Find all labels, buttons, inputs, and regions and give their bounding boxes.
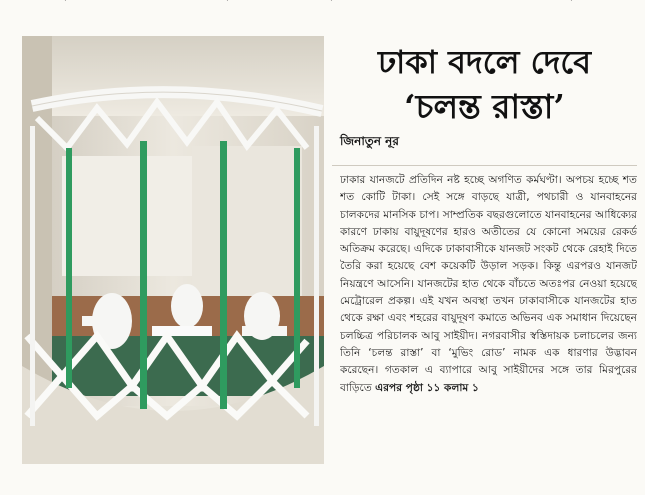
article-body-text: ঢাকার যানজটে প্রতিদিন নষ্ট হচ্ছে অগণিত কর্মঘণ্টা। অপচয় হচ্ছে শত শত কোটি টাকা। সেই সঙ্গে বাড়ছে যাত্রী, পথচারী ও যানবাহনের চালকদের মানসিক চাপ। সাম্প্রতিক বছরগুলোতে যানবাহনের আধিক্যের কারণে ঢাকায় বায়ুদূষণের হারও অতীতের যে কোনো সময়ের রেকর্ড অতিক্রম করেছে। এদিকে ঢাকাবাসীকে যানজট সংকট থেকে রেহাই দিতে তৈরি করা হয়েছে বেশ কয়েকটি উড়াল সড়ক। কিন্তু এরপরও যানজট নিয়ন্ত্রণে আসেনি। যানজটের হাত থেকে বাঁচতে অতঃপর নেওয়া হয়েছে মেট্রোরেল প্রকল্প। এই যখন অবস্থা তখন ঢাকাবাসীকে যানজটের হাত থেকে রক্ষা এবং শহরের বায়ুদূষণ কমাতে অভিনব এক সমাধান দিয়েছেন চলচ্চিত্র পরিচালক আবু সাইয়ীদ। নগরবাসীর স্বস্তিদায়ক চলাচলের জন্য তিনি ‘চলন্ত রাস্তা’ বা ‘মুভিং রোড’ নামক এক ধারণার উদ্ভাবন করেছেন। গতকাল এ ব্যাপারে আবু সাইয়ীদের সঙ্গে তার মিরপুরের বাড়িতে — [340, 174, 637, 394]
divider — [332, 165, 637, 166]
headline — [332, 40, 637, 130]
photo-illustration — [22, 36, 324, 464]
article-photo — [22, 36, 324, 464]
cropped-top-strip: · · · · — [64, 0, 573, 6]
continuation-note: এরপর পৃষ্ঠা ১১ কলাম ১ — [375, 381, 479, 394]
article-body — [340, 172, 637, 472]
byline: জিনাতুন নূর — [340, 134, 399, 148]
headline-line-1: ঢাকা বদলে দেবে — [377, 43, 592, 81]
headline-line-2: ‘চলন্ত রাস্তা’ — [404, 87, 565, 126]
